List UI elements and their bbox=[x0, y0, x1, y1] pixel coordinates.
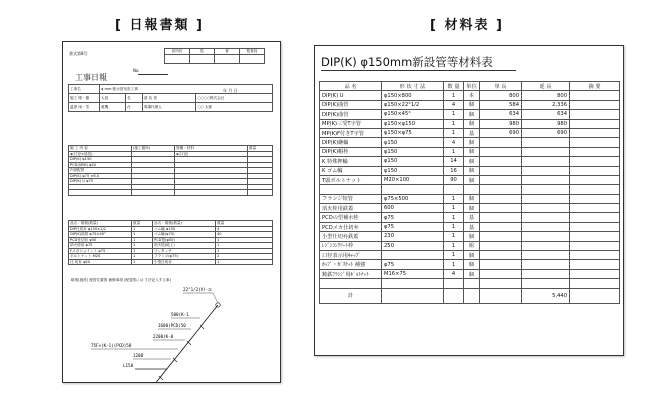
table-cell: MP(K)F付きT字管 bbox=[320, 128, 382, 137]
table-cell: φ75 bbox=[382, 213, 444, 222]
table-cell bbox=[480, 260, 522, 269]
item-cell: φ(口径×延長) bbox=[69, 151, 132, 157]
table-cell: M20×100 bbox=[382, 175, 444, 184]
table-cell: 980 bbox=[522, 119, 570, 128]
table-cell bbox=[480, 166, 522, 175]
table-cell bbox=[522, 185, 570, 194]
table-row bbox=[320, 119, 620, 128]
table-cell: φ150 bbox=[382, 166, 444, 175]
table-cell: フランジ短管 bbox=[320, 194, 382, 203]
material-table-footer bbox=[320, 288, 620, 303]
mat-cell: 小型仕切弁 bbox=[153, 259, 216, 265]
table-cell: φ75 bbox=[382, 222, 444, 231]
mat-cell: 40 bbox=[216, 232, 273, 238]
mat-cell: 1 bbox=[132, 248, 153, 254]
info-cell: 施工 晴・曇 bbox=[69, 94, 100, 103]
table-row bbox=[320, 157, 620, 166]
mat-cell: 1 bbox=[216, 243, 273, 249]
stamp-header: 督 bbox=[215, 49, 240, 55]
header-cell: 単 長 bbox=[480, 82, 522, 91]
table-cell: 2,336 bbox=[522, 100, 570, 109]
table-row bbox=[320, 269, 620, 278]
mat-cell: 消火栓(地上) bbox=[153, 243, 216, 249]
sketch-label: 1200 bbox=[133, 353, 144, 358]
table-cell bbox=[522, 251, 570, 260]
daily-report-document bbox=[62, 41, 281, 383]
table-row bbox=[320, 241, 620, 250]
mat-cell: フランジ(φ75) bbox=[153, 254, 216, 260]
table-cell: 690 bbox=[522, 128, 570, 137]
table-cell bbox=[570, 260, 620, 269]
sketch-label: 500(K-1 bbox=[171, 312, 189, 317]
table-cell bbox=[522, 166, 570, 175]
material-list-table bbox=[319, 81, 620, 304]
table-cell bbox=[464, 185, 480, 194]
table-cell bbox=[480, 204, 522, 213]
table-row bbox=[320, 222, 620, 231]
mat-cell: 1 bbox=[216, 259, 273, 265]
table-cell bbox=[570, 110, 620, 119]
table-cell bbox=[382, 251, 444, 260]
table-cell: DIP(K)継輪 bbox=[320, 138, 382, 147]
table-cell: DIP(K)曲管 bbox=[320, 110, 382, 119]
header-cell: 単位 bbox=[464, 82, 480, 91]
table-cell bbox=[480, 185, 522, 194]
footer-cell bbox=[464, 288, 480, 303]
table-cell: 584 bbox=[480, 100, 522, 109]
table-cell bbox=[522, 138, 570, 147]
header-cell: 数 量 bbox=[444, 82, 464, 91]
mat-cell: ゴム輪(φ75) bbox=[153, 232, 216, 238]
pipe-sketch-diagram bbox=[63, 42, 280, 382]
table-cell bbox=[570, 232, 620, 241]
table-cell: 16 bbox=[444, 166, 464, 175]
footer-cell: 計 bbox=[320, 288, 382, 303]
table-cell bbox=[570, 194, 620, 203]
sketch-label: 2200(K-0 bbox=[153, 334, 174, 339]
table-cell: MP(K)三受T字管 bbox=[320, 119, 382, 128]
sketch-label: L150 bbox=[123, 363, 134, 368]
table-cell: 1 bbox=[444, 128, 464, 137]
table-row bbox=[320, 213, 620, 222]
mat-cell: 1 bbox=[132, 243, 153, 249]
table-cell bbox=[320, 279, 382, 288]
table-row bbox=[320, 166, 620, 175]
table-cell bbox=[522, 232, 570, 241]
table-row bbox=[320, 110, 620, 119]
report-date-label: 年 月 日 bbox=[223, 88, 238, 93]
table-cell bbox=[522, 175, 570, 184]
item-cell: φ(口径) bbox=[175, 151, 248, 157]
table-row bbox=[320, 194, 620, 203]
table-cell: φ150×22°1/2 bbox=[382, 100, 444, 109]
section-title-material-list: [ 材料表 ] bbox=[430, 18, 504, 33]
table-cell: 個 bbox=[464, 100, 480, 109]
mat-header: 数量 bbox=[216, 221, 273, 227]
mat-cell: 1 bbox=[132, 226, 153, 232]
table-cell: 個 bbox=[464, 166, 480, 175]
header-cell: 形 状 寸 法 bbox=[382, 82, 444, 91]
table-cell: 個 bbox=[464, 175, 480, 184]
mat-header: 数量 bbox=[132, 221, 153, 227]
header-cell: 延 長 bbox=[522, 82, 570, 91]
info-cell: 台 bbox=[126, 103, 143, 112]
table-cell bbox=[480, 175, 522, 184]
table-cell: φ150×φ75 bbox=[382, 128, 444, 137]
table-cell: φ75×500 bbox=[382, 194, 444, 203]
table-cell bbox=[444, 185, 464, 194]
table-cell bbox=[480, 222, 522, 231]
table-row bbox=[320, 204, 620, 213]
table-cell: 個 bbox=[464, 119, 480, 128]
table-cell: 4 bbox=[444, 138, 464, 147]
info-cell: 重機 bbox=[100, 103, 126, 112]
table-row bbox=[320, 138, 620, 147]
table-cell: 250 bbox=[382, 241, 444, 250]
mat-cell: 1 bbox=[132, 237, 153, 243]
table-cell: DIP(K) U bbox=[320, 91, 382, 100]
table-cell: 基 bbox=[464, 128, 480, 137]
info-cell: 人員 bbox=[100, 94, 126, 103]
table-cell: 90 bbox=[444, 175, 464, 184]
table-cell: 個 bbox=[464, 147, 480, 156]
table-cell: 800 bbox=[480, 91, 522, 100]
items-header: 管種・材料 bbox=[175, 146, 248, 152]
report-title: 工事日報 bbox=[75, 73, 107, 82]
table-cell bbox=[570, 204, 620, 213]
table-row bbox=[320, 279, 620, 288]
stamp-header: 監督員 bbox=[240, 49, 265, 55]
header-cell: 品 名 bbox=[320, 82, 382, 91]
info-cell: φ mm 配水管布設工事 bbox=[100, 85, 273, 94]
footer-cell: 5,440 bbox=[522, 288, 570, 303]
info-cell: ○○○○株式会社 bbox=[196, 94, 273, 103]
item-cell: PCD(VBH) φ50 bbox=[69, 162, 132, 168]
mat-cell: DIP仕切弁 φ150×1/2 bbox=[69, 226, 132, 232]
table-cell: 1 bbox=[444, 194, 464, 203]
table-cell bbox=[522, 157, 570, 166]
table-cell bbox=[570, 119, 620, 128]
table-cell: 個 bbox=[464, 269, 480, 278]
header-cell: 摘 要 bbox=[570, 82, 620, 91]
table-cell: φ150×φ150 bbox=[382, 119, 444, 128]
table-cell: DIP(K)帽栓 bbox=[320, 147, 382, 156]
info-cell: 工事名 bbox=[69, 85, 100, 94]
table-cell bbox=[522, 222, 570, 231]
stamp-header: 局所長 bbox=[165, 49, 190, 55]
table-cell: φ75 bbox=[382, 260, 444, 269]
table-cell bbox=[570, 279, 620, 288]
footer-cell bbox=[444, 288, 464, 303]
mat-cell: 4 bbox=[216, 226, 273, 232]
table-cell bbox=[570, 175, 620, 184]
sketch-label: 22°1/2(V)-① bbox=[183, 287, 212, 292]
footer-cell bbox=[570, 288, 620, 303]
table-cell bbox=[480, 157, 522, 166]
mat-cell: ボルトナット M20 bbox=[69, 254, 132, 260]
table-cell bbox=[570, 91, 620, 100]
table-cell bbox=[570, 251, 620, 260]
table-cell bbox=[480, 269, 522, 278]
table-cell: K ゴム輪 bbox=[320, 166, 382, 175]
table-cell: φ150×800 bbox=[382, 91, 444, 100]
table-cell: 1 bbox=[444, 260, 464, 269]
table-cell: 1 bbox=[444, 232, 464, 241]
info-cell: 名 bbox=[126, 94, 143, 103]
mat-cell: Fメガジョイント φ75 bbox=[69, 248, 132, 254]
mat-cell: ワンタッチ bbox=[153, 248, 216, 254]
item-cell: DIP(K) φ75 ×6.0 bbox=[69, 173, 132, 179]
mat-cell: 消火栓用 φ75 bbox=[69, 243, 132, 249]
material-list-document bbox=[314, 45, 624, 356]
mat-header: 品名・規格(数量) bbox=[153, 221, 216, 227]
footer-cell bbox=[382, 288, 444, 303]
table-cell: 基 bbox=[464, 213, 480, 222]
table-cell: M16×75 bbox=[382, 269, 444, 278]
mat-cell: 1 bbox=[132, 259, 153, 265]
table-cell: T頭ボルトナット bbox=[320, 175, 382, 184]
table-cell bbox=[320, 185, 382, 194]
table-cell bbox=[570, 269, 620, 278]
info-cell: 請 負 者 bbox=[142, 94, 196, 103]
footer-cell bbox=[480, 288, 522, 303]
mat-cell: 1 bbox=[216, 248, 273, 254]
table-cell: 個 bbox=[464, 110, 480, 119]
table-cell: φ150 bbox=[382, 157, 444, 166]
table-cell bbox=[522, 260, 570, 269]
sketch-label: 75F×(K-1)(PCD)50 bbox=[91, 343, 132, 348]
table-cell bbox=[480, 138, 522, 147]
table-cell bbox=[480, 213, 522, 222]
table-cell: 4 bbox=[444, 269, 464, 278]
mat-cell: DIP(K)曲管 φ75×45° bbox=[69, 232, 132, 238]
table-cell: 1 bbox=[444, 147, 464, 156]
table-row bbox=[320, 91, 620, 100]
table-cell bbox=[570, 128, 620, 137]
table-cell bbox=[480, 194, 522, 203]
mat-cell: 1 bbox=[132, 254, 153, 260]
table-row bbox=[320, 100, 620, 109]
table-cell: 1 bbox=[444, 119, 464, 128]
table-cell: 634 bbox=[480, 110, 522, 119]
info-cell: ○○ 太郎 bbox=[196, 103, 273, 112]
table-cell: 600 bbox=[382, 204, 444, 213]
sketch-caption: 略図(施設) 配管位置図 補修事項 (配管図には 寸法記入する事) bbox=[71, 278, 172, 282]
table-cell bbox=[444, 279, 464, 288]
table-cell: ｶｯﾌﾟ・ｶﾞｽｹｯﾄ 補強 bbox=[320, 260, 382, 269]
section-title-daily-report: [ 日報書類 ] bbox=[115, 18, 204, 33]
item-cell: DIP(K) φ150 bbox=[69, 157, 132, 163]
table-cell bbox=[480, 251, 522, 260]
table-row bbox=[320, 185, 620, 194]
table-cell: φ150×45° bbox=[382, 110, 444, 119]
table-cell bbox=[570, 241, 620, 250]
items-header: 数量 bbox=[248, 146, 273, 152]
table-cell bbox=[570, 138, 620, 147]
table-row bbox=[320, 260, 620, 269]
table-cell: 口径表示用ｷｬｯﾌﾟ bbox=[320, 251, 382, 260]
table-cell: 4 bbox=[444, 100, 464, 109]
table-cell: 980 bbox=[480, 119, 522, 128]
table-cell bbox=[570, 185, 620, 194]
table-cell: 14 bbox=[444, 157, 464, 166]
table-cell bbox=[480, 241, 522, 250]
mat-cell: 2 bbox=[216, 254, 273, 260]
table-cell: 1 bbox=[444, 110, 464, 119]
item-cell: DIP(K) U φ75 bbox=[69, 179, 132, 185]
table-cell bbox=[522, 147, 570, 156]
table-cell bbox=[522, 279, 570, 288]
info-cell: 温度 雨・雪 bbox=[69, 103, 100, 112]
table-cell: 230 bbox=[382, 232, 444, 241]
table-cell: 1 bbox=[444, 204, 464, 213]
sketch-label: 1600(PCD)50 bbox=[158, 323, 186, 328]
table-cell bbox=[570, 213, 620, 222]
info-cell: 現場代理人 bbox=[142, 103, 196, 112]
table-row bbox=[320, 128, 620, 137]
table-cell bbox=[570, 147, 620, 156]
table-cell bbox=[464, 279, 480, 288]
table-cell: 個 bbox=[464, 232, 480, 241]
table-cell bbox=[480, 232, 522, 241]
items-sub-header: (施工箇所) bbox=[132, 146, 175, 152]
table-cell: 個 bbox=[464, 138, 480, 147]
table-cell: 小型仕切弁鉄蓋 bbox=[320, 232, 382, 241]
table-cell: 1 bbox=[444, 213, 464, 222]
table-row bbox=[320, 175, 620, 184]
table-cell: 1 bbox=[444, 91, 464, 100]
table-cell: 1 bbox=[444, 251, 464, 260]
table-cell: 基 bbox=[464, 222, 480, 231]
items-header: 施 工 内 容 bbox=[69, 146, 132, 152]
table-cell bbox=[570, 166, 620, 175]
table-cell: 本 bbox=[464, 91, 480, 100]
table-cell: DIP(K)曲管 bbox=[320, 100, 382, 109]
table-cell bbox=[480, 147, 522, 156]
table-cell bbox=[522, 204, 570, 213]
table-cell: PCDの型補水栓 bbox=[320, 213, 382, 222]
mat-header: 品名・規格(数量) bbox=[69, 221, 132, 227]
table-cell: 消火栓用鉄蓋 bbox=[320, 204, 382, 213]
table-cell bbox=[570, 157, 620, 166]
table-cell: 800 bbox=[522, 91, 570, 100]
table-row bbox=[320, 251, 620, 260]
table-cell bbox=[382, 185, 444, 194]
table-cell: φ150 bbox=[382, 147, 444, 156]
table-cell: 個 bbox=[464, 260, 480, 269]
mat-cell: PCD管(φ50) bbox=[153, 237, 216, 243]
material-list-title: DIP(K) φ150mm新設管等材料表 bbox=[321, 55, 493, 69]
table-cell: 個 bbox=[464, 251, 480, 260]
item-cell: 内部配管 bbox=[69, 168, 132, 174]
table-cell: 個 bbox=[464, 204, 480, 213]
report-number-label: No. bbox=[133, 68, 140, 73]
table-cell bbox=[480, 279, 522, 288]
form-number: 書式第8号 bbox=[69, 51, 88, 56]
table-cell: 組 bbox=[464, 241, 480, 250]
table-cell bbox=[382, 279, 444, 288]
table-cell bbox=[570, 222, 620, 231]
table-cell: 個 bbox=[464, 194, 480, 203]
table-cell: 1 bbox=[444, 222, 464, 231]
table-cell: ﾚｼﾞﾝｺﾝｸﾘｰﾄ枠 bbox=[320, 241, 382, 250]
material-table-header bbox=[320, 82, 620, 91]
table-cell: 1 bbox=[444, 241, 464, 250]
mat-cell: 1 bbox=[216, 237, 273, 243]
mat-cell: 仕 切弁 φ50 bbox=[69, 259, 132, 265]
table-row bbox=[320, 147, 620, 156]
table-cell: φ150 bbox=[382, 138, 444, 147]
table-cell bbox=[522, 213, 570, 222]
mat-cell: 1 bbox=[132, 232, 153, 238]
mat-cell: PCD仕切弁 φ50 bbox=[69, 237, 132, 243]
table-cell: PCDメカ仕切弁 bbox=[320, 222, 382, 231]
table-cell: 鋳鉄ﾌﾗﾝｼﾞ用ﾎﾞﾙﾄﾅｯﾄ bbox=[320, 269, 382, 278]
table-cell: 690 bbox=[480, 128, 522, 137]
table-row bbox=[320, 232, 620, 241]
stamp-header: 監 bbox=[190, 49, 215, 55]
table-cell bbox=[522, 241, 570, 250]
table-cell: K 特殊押輪 bbox=[320, 157, 382, 166]
table-cell: 634 bbox=[522, 110, 570, 119]
mat-cell: ゴム輪 φ150 bbox=[153, 226, 216, 232]
table-cell bbox=[522, 269, 570, 278]
table-cell bbox=[570, 100, 620, 109]
table-cell bbox=[522, 194, 570, 203]
table-cell: 個 bbox=[464, 157, 480, 166]
